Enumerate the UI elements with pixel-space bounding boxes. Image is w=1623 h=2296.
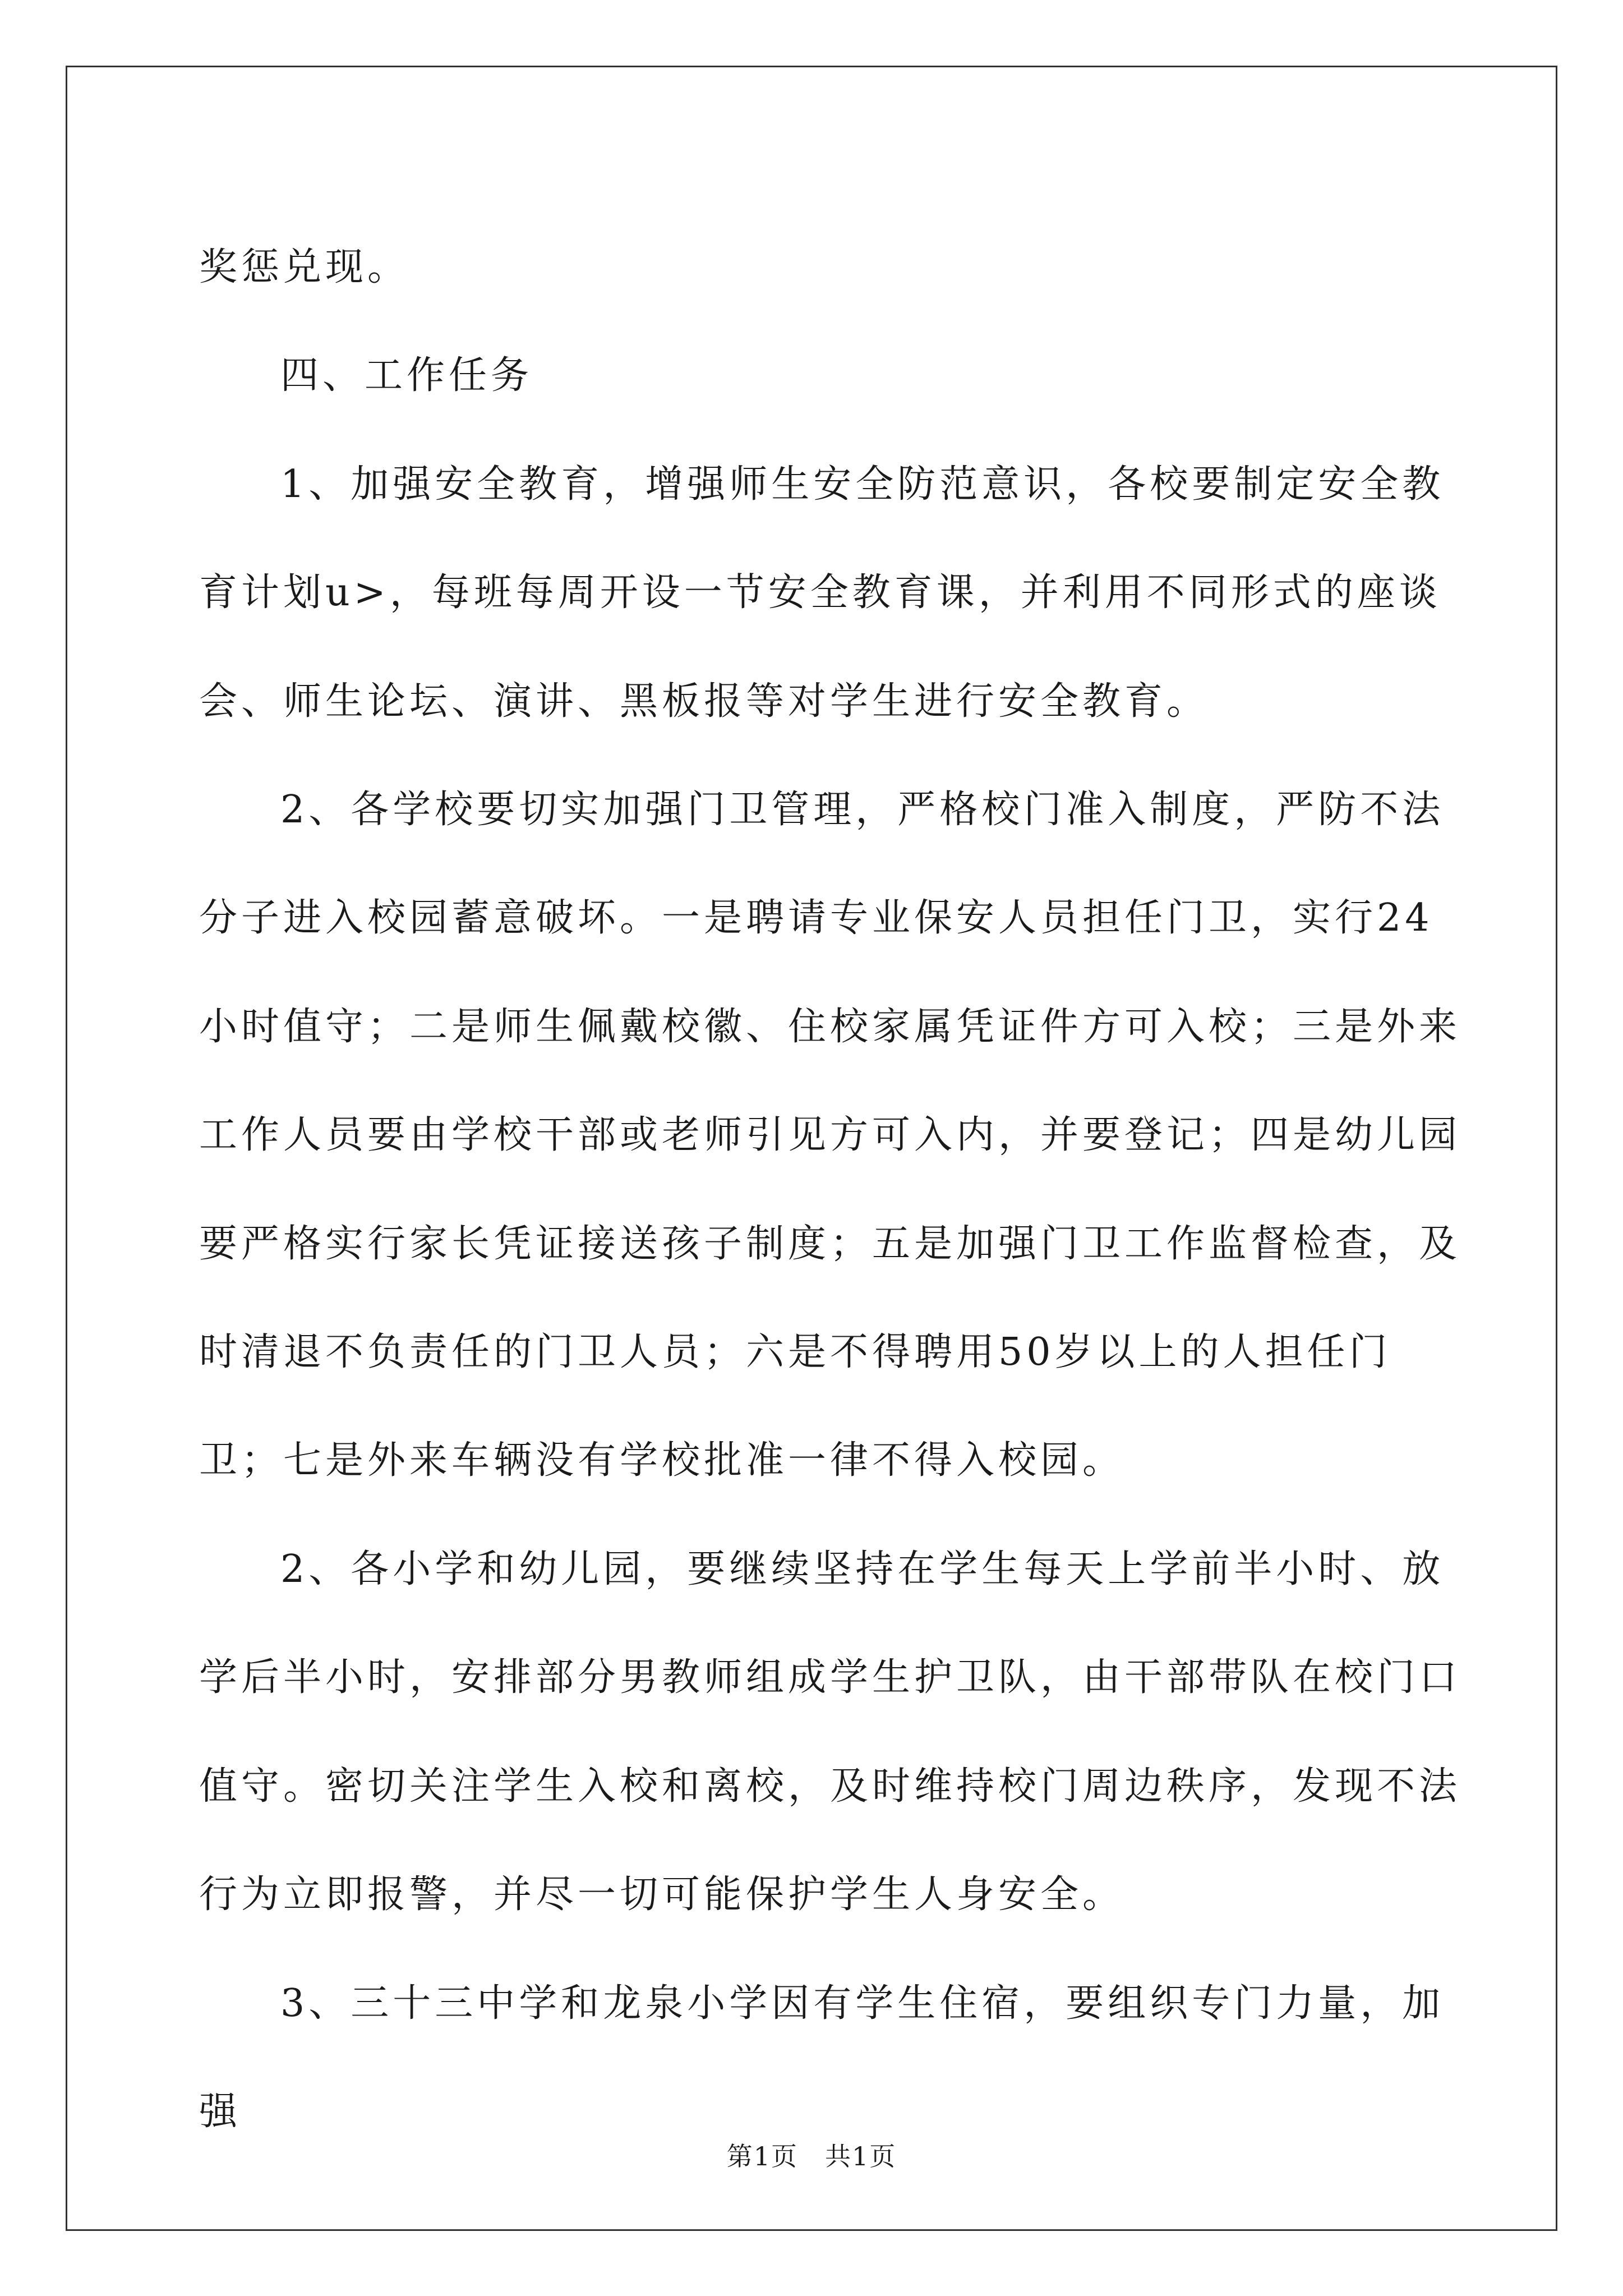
paragraph-item-1: 1、加强安全教育，增强师生安全防范意识，各校要制定安全教育计划u>，每班每周开设一节安全教育课，并利用不同形式的座谈会、师生论坛、演讲、黑板报等对学生进行安全教育。 [199, 462, 1445, 724]
section-heading: 四、工作任务 [280, 353, 533, 398]
paragraph-item-2b: 2、各小学和幼儿园，要继续坚持在学生每天上学前半小时、放学后半小时，安排部分男教师组成学生护卫队，由干部带队在校门口值守。密切关注学生入校和离校，及时维持校门周边秩序，发现不法行为立即报警，并尽一切可能保护学生人身安全。 [199, 1547, 1461, 1917]
page-number: 第1页 共1页 [726, 2141, 897, 2171]
paragraph-item-2: 2、各学校要切实加强门卫管理，严格校门准入制度，严防不法分子进入校园蓄意破坏。一是聘请专业保安人员担任门卫，实行24小时值守；二是师生佩戴校徽、住校家属凭证件方可入校；三是外来工作人员要由学校干部或老师引见方可入内，并要登记；四是幼儿园要严格实行家长凭证接送孩子制度；五是加强门卫工作监督检查，及时清退不负责任的门卫人员；六是不得聘用50岁以上的人担任门卫；七是外来车辆没有学校批准一律不得入校园。 [199, 788, 1461, 1483]
paragraph-continuation: 奖惩兑现。 [199, 245, 410, 289]
paragraph-item-3: 3、三十三中学和龙泉小学因有学生住宿，要组织专门力量，加强 [199, 1981, 1445, 2134]
document-body [199, 213, 1461, 2166]
